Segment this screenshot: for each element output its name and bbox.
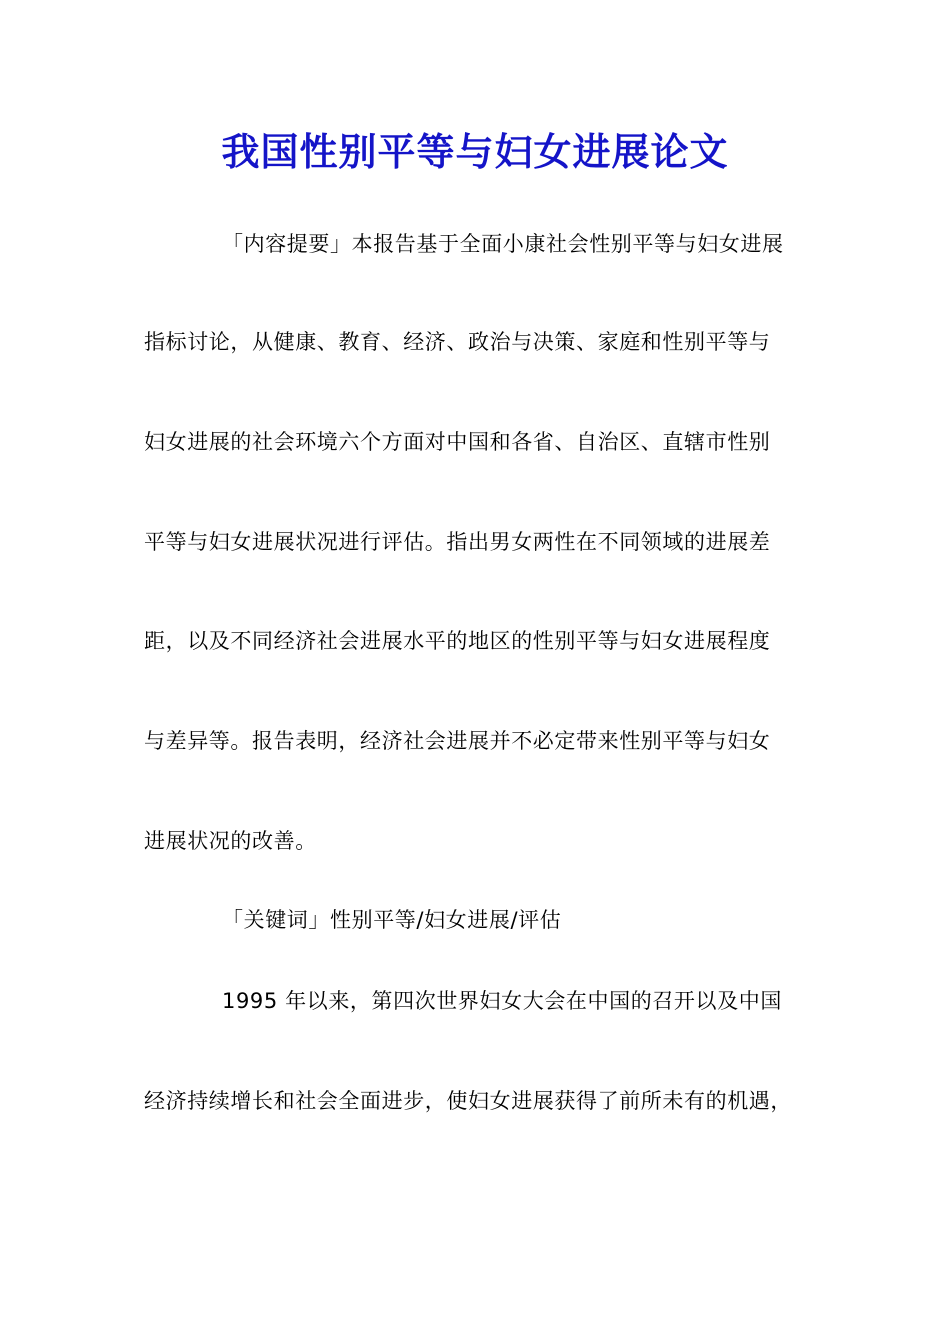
abstract-line: 指标讨论，从健康、教育、经济、政治与决策、家庭和性别平等与: [144, 330, 771, 354]
keywords-line: 「关键词」性别平等/妇女进展/评估: [222, 908, 562, 932]
abstract-line: 「内容提要」本报告基于全面小康社会性别平等与妇女进展: [222, 232, 784, 256]
abstract-line: 进展状况的改善。: [144, 829, 317, 853]
abstract-line: 平等与妇女进展状况进行评估。指出男女两性在不同领域的进展差: [144, 530, 771, 554]
abstract-line: 距，以及不同经济社会进展水平的地区的性别平等与妇女进展程度: [144, 629, 771, 653]
abstract-line: 妇女进展的社会环境六个方面对中国和各省、自治区、直辖市性别: [144, 430, 771, 454]
abstract-line: 与差异等。报告表明，经济社会进展并不必定带来性别平等与妇女: [144, 729, 771, 753]
body-line: 经济持续增长和社会全面进步，使妇女进展获得了前所未有的机遇，: [144, 1089, 792, 1113]
document-title: 我国性别平等与妇女进展论文: [221, 129, 729, 174]
body-line: 1995 年以来，第四次世界妇女大会在中国的召开以及中国: [222, 989, 782, 1013]
